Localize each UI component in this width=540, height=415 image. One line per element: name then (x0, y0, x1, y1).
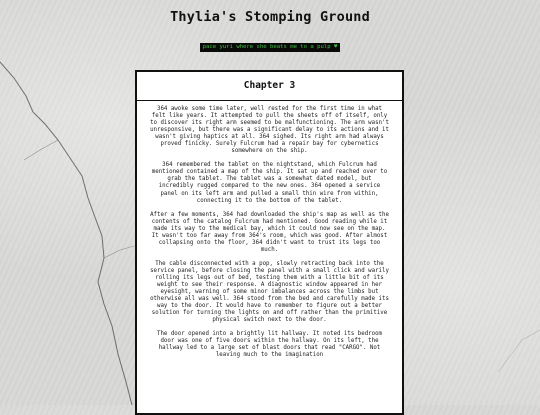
chapter-paragraph: The cable disconnected with a pop, slowly retracting back into the service panel, before closing the panel with a small click and warily rolling its legs out of bed, testing them with a little bit of its weight to see their response. A diagnostic window appeared in her eyesight, warning of some minor imbalances across the limbs but otherwise all was well. 364 stood from the bed and carefully made its way to the door. It would have to remember to figure out a better solution for turning the lights on and off rather than the primitive physical switch next to the door. (150, 260, 389, 324)
chapter-paragraph: 364 remembered the tablet on the nightstand, which Fulcrum had mentioned contained a map of the ship. It sat up and reached over to grab the tablet. The tablet was a somewhat dated model, but incredibly rugged compared to the new ones. 364 opened a service panel on its left arm and pulled a small thin wire from within, connecting it to the bottom of the tablet. (151, 162, 388, 204)
chapter-body (137, 101, 402, 360)
chapter-paragraph: After a few moments, 364 had downloaded the ship's map as well as the contents of the catalog Fulcrum had mentioned. Good reading while it made its way to the medical bay, which it could now see on the map. It wasn't too far away from 364's room, which was good. After almost collapsing onto the floor, 364 didn't want to trust its legs too much. (150, 211, 389, 253)
site-title: Thylia's Stomping Ground (170, 9, 370, 25)
chapter-card (135, 70, 404, 415)
chapter-title: Chapter 3 (137, 72, 402, 101)
chapter-paragraph: 364 awoke some time later, well rested for the first time in what felt like years. It attempted to pull the sheets off of itself, only to discover its right arm seemed to be malfunctioning. The arm wasn't unresponsive, but there was a significant delay to its actions and it wasn't giving haptics at all. 364 sighed. Its right arm had always proved finicky. Surely Fulcrum had a repair bay for cybernetics somewhere on the ship. (150, 106, 389, 155)
chapter-paragraph: The door opened into a brightly lit hallway. It noted its bedroom door was one of five doors within the hallway. On its left, the hallway led to a large set of blast doors that read "CARGO". Not leaving much to the imagination (156, 331, 383, 359)
tagline-container (0, 33, 540, 52)
site-tagline: pace yuri where she beats me to a pulp ♥ (200, 43, 341, 52)
